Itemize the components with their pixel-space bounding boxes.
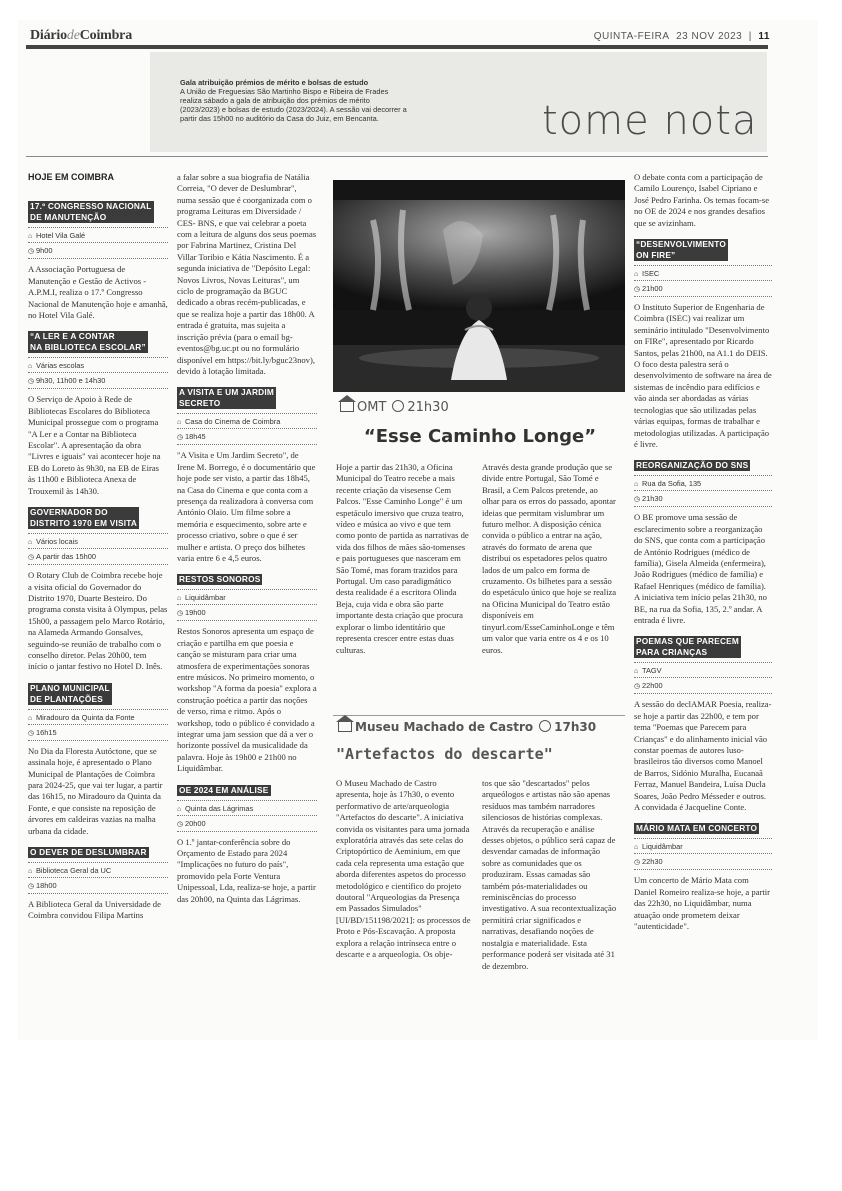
time-text: 18h45 xyxy=(185,432,206,442)
event-time xyxy=(634,853,772,870)
event-time xyxy=(177,604,317,621)
location-icon: ⌂ xyxy=(634,481,639,489)
location-icon: ⌂ xyxy=(177,595,182,603)
event-description: O 1.º jantar-conferência sobre do Orçamento de Estado para 2024 "Implicações no futuro do país", promovido pela Forte Ventura Unipessoal, Lda, realiza-se hoje, a partir das 20h00, na Quinta das Lágrimas. xyxy=(177,836,316,904)
event-description: Um concerto de Mário Mata com Daniel Romeiro realiza-se hoje, a partir das 22h30, no Liquidâmbar, numa atuação onde prometem deixar "autenticidade". xyxy=(634,875,771,932)
event-title-line: A VISITA E UM JARDIM xyxy=(179,387,274,398)
clock-icon: ◷ xyxy=(177,610,184,618)
event-time xyxy=(28,877,168,894)
feature1-text-left: Hoje a partir das 21h30, a Oficina Municipal do Teatro recebe a mais recente criação da visesense Cem Palcos. "Esse Caminho Longe" é um espetáculo imersivo que cruza teatro, vídeo e música ao vivo e que tem como ponto de partida as narrativas de vida dos filhos de mães são-tomenses e pais portugueses que nasceram em São Tomé, mas foram trazidos para Portugal. Um caso paradigmático desta realidade é a escritora Olinda Beja, cuja vida e obra são parte importante desta criação que procura explorar o limbo identitário que representa crescer entre estas duas culturas. xyxy=(336,462,469,655)
date: 23 NOV 2023 xyxy=(676,31,743,42)
location-icon: ⌂ xyxy=(28,539,33,547)
event-description: O Serviço de Apoio à Rede de Bibliotecas Escolares do Biblioteca Municipal prossegue com o programa "A Ler e a Contar na Biblioteca Escolar". A apresentação da obra "Livres e iguais" vai acontecer hoje na EB do Loreto às 9h30, na EB de Eiras às 11h00 e Biblioteca Anexa de Trouxemil às 14h30. xyxy=(28,394,161,496)
running-header: QUINTA-FEIRA 23 NOV 2023 | 11 xyxy=(593,31,770,42)
section-rule xyxy=(26,156,768,157)
event-title-line: GOVERNADOR DO xyxy=(30,507,108,518)
continued-text: O debate conta com a participação de Camilo Lourenço, Isabel Cipriano e José Pedro Farinha. Os temas focam-se no OE de 2024 e nos grandes desafios que se avizinham. xyxy=(634,172,770,228)
location-icon: ⌂ xyxy=(634,844,639,852)
event-title-line: ON FIRE” xyxy=(636,250,676,261)
event-title-line: DE PLANTAÇÕES xyxy=(30,693,103,704)
event-place xyxy=(634,838,772,853)
feature-divider xyxy=(333,715,625,716)
place-text: Quinta das Lágrimas xyxy=(185,803,254,813)
event-time xyxy=(28,724,168,741)
gala-body: A União de Freguesias São Martinho Bispo e Ribeira de Frades realiza sábado a gala de atribuição dos prémios de mérito (2023/2023) e bolsas de estudo (2023/2024). A sessão vai decorrer a partir das 15h00 no auditório da Casa do Juiz, em Bencanta. xyxy=(180,87,407,123)
event-tag xyxy=(634,636,741,658)
place-text: Biblioteca Geral da UC xyxy=(36,866,112,875)
event-place xyxy=(28,709,168,724)
clock-icon xyxy=(392,400,404,412)
clock-icon: ◷ xyxy=(28,378,35,386)
column-4 xyxy=(634,172,772,938)
event-description: O Rotary Club de Coimbra recebe hoje a visita oficial do Governador do Distrito 1970, Duarte Besteiro. Do programa consta visita à Olympus, pelas 15h00, a passagem pelo Marco Rotário, na Alameda Armando Gonsalves, seguindo-se reunião de trabalho com o conselho diretor. Pelas 20h00, tem início o jantar festivo no Hotel D. Inês. xyxy=(28,570,168,672)
event-time xyxy=(177,428,317,445)
event-tag xyxy=(634,239,728,261)
time-text: 22h30 xyxy=(642,857,663,867)
agenda-item xyxy=(634,819,772,932)
gala-notice xyxy=(180,78,410,123)
place-text: Liquidâmbar xyxy=(642,842,683,852)
event-photo xyxy=(333,180,625,392)
feature1-col-left xyxy=(336,462,469,662)
location-icon: ⌂ xyxy=(634,668,639,676)
event-title-line: RESTOS SONOROS xyxy=(179,574,261,585)
feature1-meta: OMT 21h30 xyxy=(340,400,449,415)
event-place xyxy=(177,800,317,815)
location-icon xyxy=(340,401,354,412)
event-time xyxy=(634,677,772,694)
event-title-line: 17.º CONGRESSO NACIONAL xyxy=(30,201,152,212)
agenda-item xyxy=(634,456,772,626)
page-number: 11 xyxy=(758,31,770,42)
column-2 xyxy=(177,172,317,911)
event-title-line: PARA CRIANÇAS xyxy=(636,647,708,658)
masthead: DiáriodeCoimbra xyxy=(30,28,132,43)
time-text: A partir das 15h00 xyxy=(36,552,96,562)
agenda-item xyxy=(634,632,772,813)
time-text: 21h00 xyxy=(642,284,663,294)
clock-icon: ◷ xyxy=(28,883,35,890)
event-description: O Instituto Superior de Engenharia de Coimbra (ISEC) vai realizar um seminário intitulado "Desenvolvimento on FIRe", apresentado por Ricardo Santos, pelas 21h00, na A1.1 do DEIS. O foco desta palestra será o desenvolvimento de software na área de sistemas de incêndio para edifícios e vão ainda ser abordadas as várias tecnologias que são utilizadas pelas várias equipas, formas de trabalhar e metodologias utilizadas. A participação é livre. xyxy=(634,302,772,449)
place-text: ISEC xyxy=(642,269,660,279)
agenda-item xyxy=(177,781,317,905)
section-title: tome nota xyxy=(542,98,758,144)
event-description: O BE promove uma sessão de esclarecimento sobre a reorganização do SNS, que conta com a participação de António Rodrigues (médico de família), Gisela Almeida (enfermeira), João Rodrigues (médico de família) e Rafael Henriques (médico de família). A iniciativa tem início pelas 21h30, no BE, na rua da Sofia, 135, 2.º andar. A entrada é livre. xyxy=(634,512,767,625)
event-place xyxy=(634,475,772,490)
event-time xyxy=(28,372,168,389)
event-time xyxy=(634,280,772,297)
clock-icon: ◷ xyxy=(634,496,641,504)
time-text: 20h00 xyxy=(185,818,206,828)
place-text: Casa do Cinema de Coimbra xyxy=(185,417,281,427)
feature2-headline: "Artefactos do descarte" xyxy=(336,745,553,763)
time-text: 22h00 xyxy=(642,681,663,691)
agenda-item xyxy=(28,843,168,922)
event-description: "A Visita e Um Jardim Secreto", de Irene M. Borrego, é o documentário que hoje pode ser visto, a partir das 18h45, na Casa do Cinema e que conta com a presença da realizadora à conversa com António Olaio. Um filme sobre a memória e esquecimento, sobre arte e processo criativo, sobre o que é ser mulher e artista. O preço dos bilhetes varia entre 6 e 4,5 euros. xyxy=(177,450,316,563)
event-tag xyxy=(634,823,759,834)
event-place xyxy=(634,265,772,280)
event-tag xyxy=(28,331,148,353)
event-title-line: REORGANIZAÇÃO DO SNS xyxy=(636,460,749,471)
clock-icon: ◷ xyxy=(28,248,35,256)
event-tag xyxy=(177,785,271,796)
event-place xyxy=(177,589,317,604)
event-title-line: OE 2024 EM ANÁLISE xyxy=(179,784,269,795)
clock-icon: ◷ xyxy=(28,729,35,737)
event-title-line: O DEVER DE DESLUMBRAR xyxy=(30,847,147,857)
agenda-item xyxy=(177,383,317,564)
location-icon: ⌂ xyxy=(28,363,33,371)
event-description: Restos Sonoros apresenta um espaço de criação e partilha em que poesia e canção se misturam para criar uma atmosfera de experimentações sonoras entre músicos. No primeiro momento, o workshop "A forma da poesia" explora a construção poética a partir das noções de verso, rima e ritmo. Após o workshop, todo o público é convidado a integrar uma jam session que dá a ver o horizonte possível da musicalidade da palavra. Hoje às 19h00 e 21h00 no Liquidâmbar. xyxy=(177,626,317,774)
agenda-item xyxy=(28,503,168,673)
location-icon: ⌂ xyxy=(28,233,33,241)
agenda-item xyxy=(177,570,317,774)
header-rule xyxy=(26,45,768,49)
feature1-text-right: Através desta grande produção que se divide entre Portugal, São Tomé e Brasil, a Cem Palcos pretende, ao olhar para os erros do passado, apontar ideias que permitam vislumbrar um futuro melhor. A disposição cénica convida o público a entrar na ação, através do formato de arena que distribui os espetadores pelos quatro lados de um palco em forma de cruzamento. Os bilhetes para a sessão do espetáculo único que hoje se realiza na Oficina Municipal do Teatro estão disponíveis em tinyurl.com/EsseCaminhoLonge e têm um valor que varia entre os 4 e os 10 euros. xyxy=(482,462,617,655)
time-text: 18h00 xyxy=(36,881,57,890)
event-title-line: DISTRITO 1970 EM VISITA xyxy=(30,518,138,529)
clock-icon: ◷ xyxy=(28,554,35,562)
continued-text: a falar sobre a sua biografia de Natália Correia, "O dever de Deslumbrar", numa sessão que é coorganizada com o programa Leituras em Diversidade / CES- BNS, e que vai celebrar a poeta com a leitura de alguns dos seus poemas por Fabrina Martinez, Cristina Del Villar Toribio e Kátia Nascimento. É a segunda iniciativa de "Depósito Legal: Novos Livros, Novas Leituras", um ciclo de programação da BGUC dedicado a obras recém-publicadas, e que se realiza hoje a partir das 18h00. A entrada é gratuita, mas sujeita a inscrição prévia (para o email bg-eventos@bg.uc.pt ou no formulário disponível em https://bit.ly/bguc23nov), devido à lotação limitada. xyxy=(177,172,317,376)
event-description: A Associação Portuguesa de Manutenção e Gestão de Activos - A.P.M.I, realiza o 17.º Congresso Nacional de Manutenção hoje e amanhã, no Hotel Vila Galé. xyxy=(28,264,168,321)
clock-icon: ◷ xyxy=(634,683,641,691)
event-tag xyxy=(28,683,112,705)
event-place xyxy=(28,533,168,548)
event-description: A sessão do declAMAR Poesia, realiza-se hoje a partir das 22h00, e tem por tema "Poemas que Parecem para Crianças" e do alinhamento inicial vão constar poemas de autores luso-brasileiros tão diversos como Manoel de Barros, Sidónio Muralha, Eucanaã Ferraz, Manuel Bandeira, Luísa Ducla Soares, João Pedro Mésseder e outros. A convidada é Jacqueline Conte. xyxy=(634,699,772,813)
time-text: 21h30 xyxy=(642,494,663,504)
column-heading: HOJE EM COIMBRA xyxy=(28,172,115,182)
feature1-col-right xyxy=(482,462,617,662)
event-place xyxy=(177,413,317,428)
event-time xyxy=(634,490,772,507)
agenda-item xyxy=(28,679,168,837)
event-title-line: POEMAS QUE PARECEM xyxy=(636,636,740,647)
location-icon: ⌂ xyxy=(28,714,33,722)
event-tag xyxy=(28,201,154,223)
event-time xyxy=(28,548,168,565)
time-text: 16h15 xyxy=(36,727,57,737)
feature2-text-right: tos que são "descartados" pelos arqueólogos e artistas não são apenas resíduos mas também narradores silenciosos de histórias complexas. Através da recuperação e análise desses objetos, o público será capaz de desvendar camadas de informação sobre as comunidades que os produziram. Essas camadas são também pós-materialidades ou reminiscências do processo investigativo. A sua recontextualização permitirá criar significados e narrativas, desafiando noções de nostalgia e materialidade. Esta performance poderá ser visitada até 31 de dezembro. xyxy=(482,778,617,971)
location-icon: ⌂ xyxy=(177,419,182,427)
time-text: 9h30, 11h00 e 14h30 xyxy=(36,376,106,386)
clock-icon xyxy=(539,720,551,732)
place-text: Miradouro da Quinta da Fonte xyxy=(36,712,135,722)
event-title-line: PLANO MUNICIPAL xyxy=(30,682,110,693)
feature2-col-left xyxy=(336,778,471,967)
event-title-line: “DESENVOLVIMENTO xyxy=(636,239,727,250)
event-tag xyxy=(28,847,149,858)
event-tag xyxy=(177,574,262,585)
location-icon: ⌂ xyxy=(634,271,639,279)
event-time xyxy=(177,815,317,832)
event-title-line: SECRETO xyxy=(179,398,221,409)
event-description: No Dia da Floresta Autóctone, que se assinala hoje, é apresentado o Plano Municipal de Plantações de Coimbra para 2024-25, que vai ter lugar, a partir das 16h15, no Miradouro da Quinta da Fonte, e que consiste na reposição de árvores em caldeiras vazias na malha urbana da cidade. xyxy=(28,745,163,836)
event-tag xyxy=(177,387,276,409)
clock-icon: ◷ xyxy=(634,286,641,294)
agenda-item xyxy=(28,197,168,321)
gala-title: Gala atribuição prémios de mérito e bolsas de estudo xyxy=(180,78,369,87)
weekday: QUINTA-FEIRA xyxy=(593,31,670,42)
event-place xyxy=(634,662,772,677)
event-description: A Biblioteca Geral da Universidade de Coimbra convidou Filipa Martins xyxy=(28,899,161,921)
event-place xyxy=(28,227,168,242)
feature2-text-left: O Museu Machado de Castro apresenta, hoje às 17h30, o evento performativo de arte/arqueologia "Artefactos do descarte". A iniciativa convida os visitantes para uma jornada exploratória através das sete celas do Criptopórtico de Aeminium, em que cada cela representa uma estação que aborda diferentes aspetos do processo metodológico e científico do projeto doutoral "Arqueologias da Presença em Passados Simulados" [UI/BD/151198/2021]: os processos de Proto e Pós-Escavação. A proposta explora a relação intrínseca entre o descarte e a arqueologia. Os obje- xyxy=(336,778,471,960)
location-icon: ⌂ xyxy=(28,868,33,875)
location-icon: ⌂ xyxy=(177,805,182,813)
event-title-line: “A LER E A CONTAR xyxy=(30,331,115,342)
time-text: 9h00 xyxy=(36,246,53,256)
location-icon xyxy=(338,721,352,732)
event-title-line: MÁRIO MATA EM CONCERTO xyxy=(636,823,758,834)
event-title-line: DE MANUTENÇÃO xyxy=(30,212,107,223)
time-text: 19h00 xyxy=(185,608,206,618)
agenda-item xyxy=(634,235,772,450)
event-place xyxy=(28,862,168,877)
clock-icon: ◷ xyxy=(177,434,184,442)
feature2-meta: Museu Machado de Castro 17h30 xyxy=(338,720,596,734)
clock-icon: ◷ xyxy=(177,820,184,828)
place-text: Várias escolas xyxy=(36,361,85,371)
place-text: Hotel Vila Galé xyxy=(36,231,86,241)
event-time xyxy=(28,242,168,259)
event-place xyxy=(28,357,168,372)
feature2-col-right xyxy=(482,778,617,978)
agenda-item xyxy=(28,327,168,497)
event-tag xyxy=(634,460,750,471)
place-text: TAGV xyxy=(642,666,662,676)
place-text: Vários locais xyxy=(36,537,78,547)
place-text: Liquidâmbar xyxy=(185,593,226,603)
clock-icon: ◷ xyxy=(634,859,641,867)
event-tag xyxy=(28,507,139,529)
feature1-headline: “Esse Caminho Longe” xyxy=(363,426,597,447)
event-title-line: NA BIBLIOTECA ESCOLAR” xyxy=(30,342,146,353)
column-1 xyxy=(28,172,168,928)
place-text: Rua da Sofia, 135 xyxy=(642,479,702,489)
